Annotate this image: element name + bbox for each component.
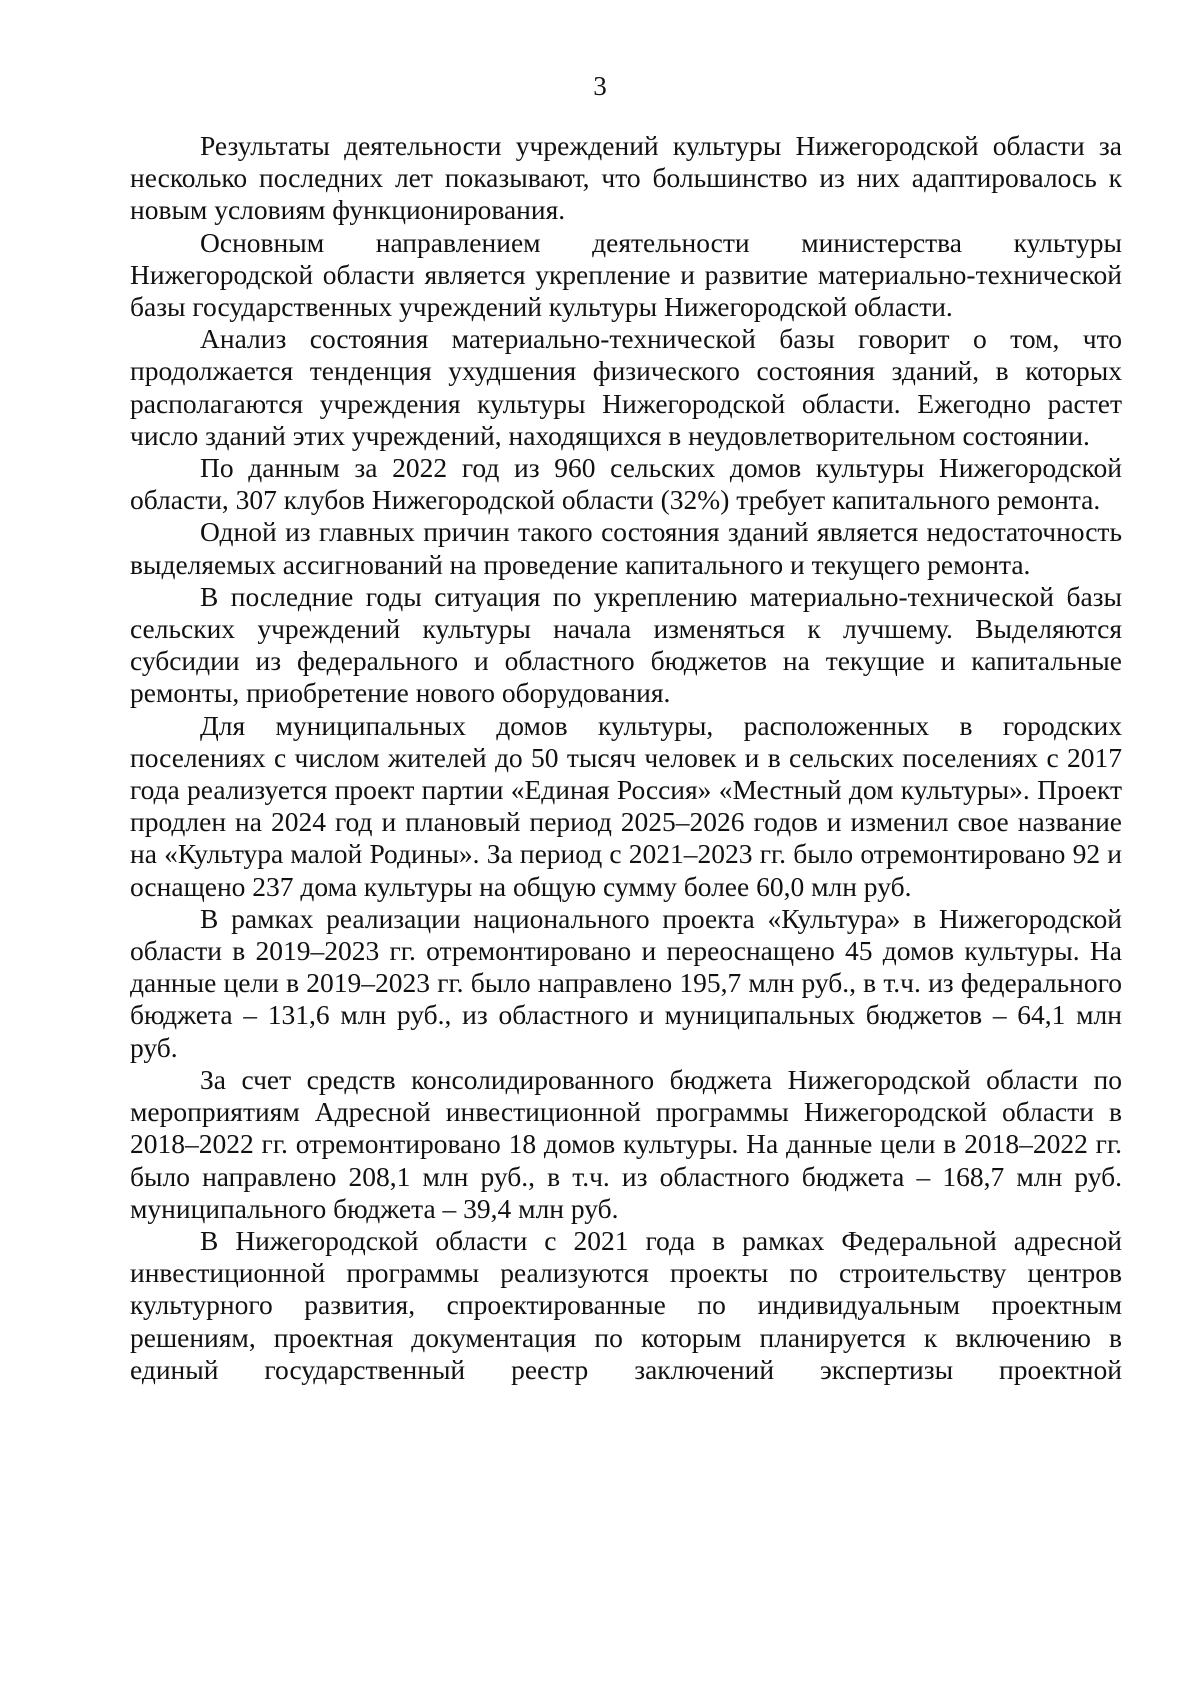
paragraph: В рамках реализации национального проекта «Культура» в Нижегородской области в 2019–2023 гг. отремонтировано и переоснащено 45 домов культуры. На данные цели в 2019–2023 гг. было направлено 195,7 млн руб., в т.ч. из федерального бюджета – 131,6 млн руб., из областного и муниципальных бюджетов – 64,1 млн руб.	[130, 902, 1122, 1063]
paragraph: Для муниципальных домов культуры, расположенных в городских поселениях с числом жителей до 50 тысяч человек и в сельских поселениях с 2017 года реализуется проект партии «Единая Россия» «Местный дом культуры». Проект продлен на 2024 год и плановый период 2025–2026 годов и изменил свое название на «Культура малой Родины». За период с 2021–2023 гг. было отремонтировано 92 и оснащено 237 дома культуры на общую сумму более 60,0 млн руб.	[130, 709, 1122, 902]
paragraph: Анализ состояния материально-технической базы говорит о том, что продолжается тенденция ухудшения физического состояния зданий, в которых располагаются учреждения культуры Нижегородской области. Ежегодно растет число зданий этих учреждений, находящихся в неудовлетворительном состоянии.	[130, 323, 1122, 451]
paragraph: По данным за 2022 год из 960 сельских домов культуры Нижегородской области, 307 клубов Нижегородской области (32%) требует капитального ремонта.	[130, 452, 1122, 516]
paragraph: В последние годы ситуация по укреплению материально-технической базы сельских учреждений культуры начала изменяться к лучшему. Выделяются субсидии из федерального и областного бюджетов на текущие и капитальные ремонты, приобретение нового оборудования.	[130, 580, 1122, 709]
paragraph: За счет средств консолидированного бюджета Нижегородской области по мероприятиям Адресной инвестиционной программы Нижегородской области в 2018–2022 гг. отремонтировано 18 домов культуры. На данные цели в 2018–2022 гг. было направлено 208,1 млн руб., в т.ч. из областного бюджета – 168,7 млн руб. муниципального бюджета – 39,4 млн руб.	[130, 1063, 1122, 1224]
paragraph: В Нижегородской области с 2021 года в рамках Федеральной адресной инвестиционной программы реализуются проекты по строительству центров культурного развития, спроектированные по индивидуальным проектным решениям, проектная документация по которым планируется к включению в единый государственный реестр заключений экспертизы проектной	[130, 1224, 1122, 1385]
page-number: 3	[593, 71, 607, 101]
paragraph: Результаты деятельности учреждений культуры Нижегородской области за несколько последних лет показывают, что большинство из них адаптировалось к новым условиям функционирования.	[130, 130, 1122, 226]
paragraph: Основным направлением деятельности министерства культуры Нижегородской области является укрепление и развитие материально-технической базы государственных учреждений культуры Нижегородской области.	[130, 226, 1122, 323]
document-body	[130, 130, 1122, 1386]
paragraph: Одной из главных причин такого состояния зданий является недостаточность выделяемых ассигнований на проведение капитального и текущего ремонта.	[130, 516, 1122, 580]
